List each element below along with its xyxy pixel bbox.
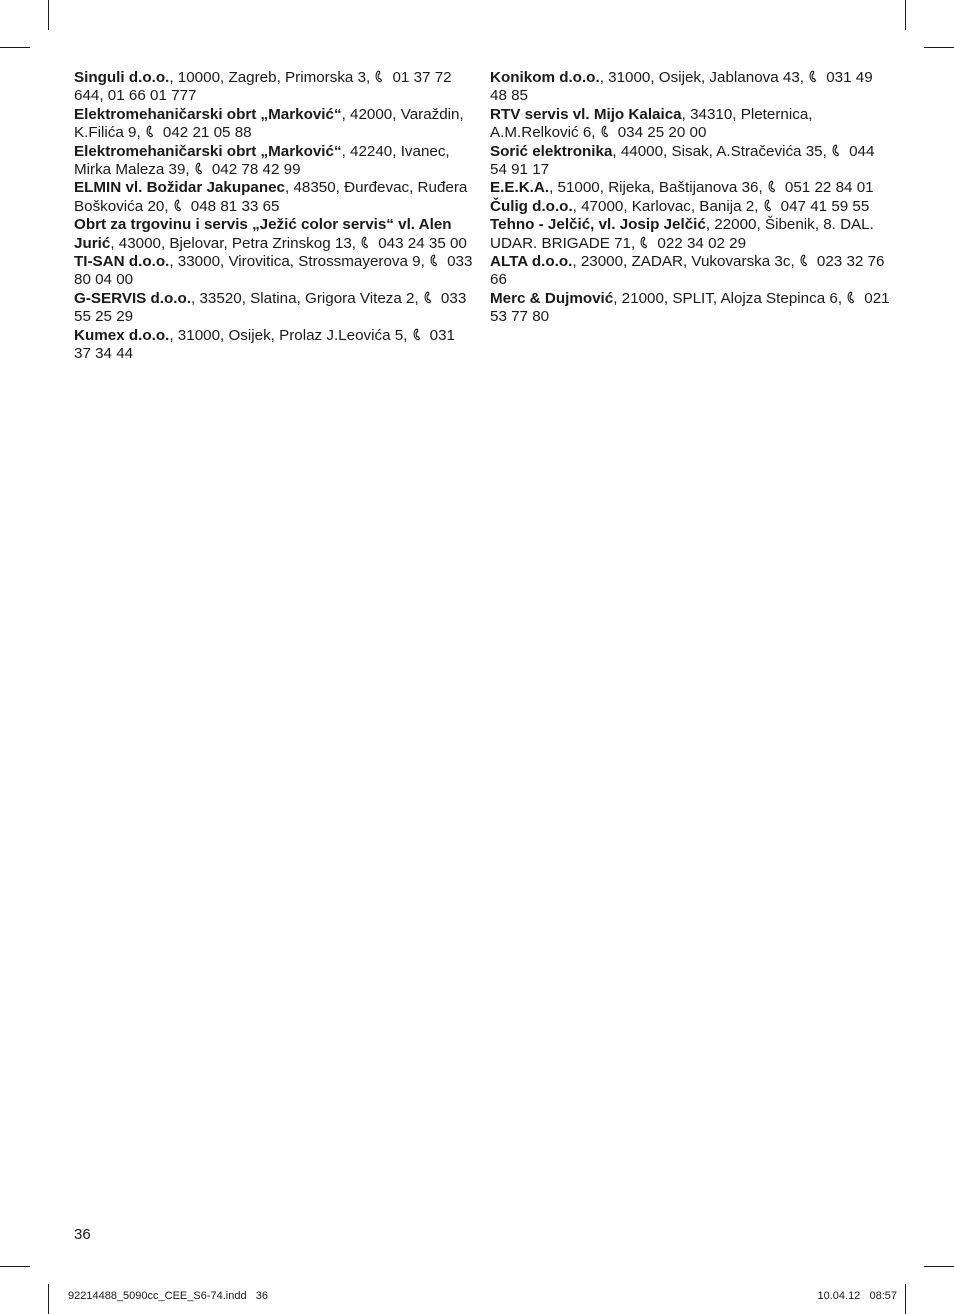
list-item bbox=[74, 216, 474, 253]
service-phone: 033 55 25 29 bbox=[74, 289, 467, 326]
crop-mark-bottom-right-h bbox=[924, 1266, 954, 1267]
service-name: ALTA d.o.o. bbox=[490, 253, 573, 271]
phone-icon bbox=[846, 291, 859, 304]
service-name: Tehno - Jelčić bbox=[490, 216, 591, 234]
service-name: Elektromehaničarski obrt „Marković“ bbox=[74, 105, 342, 123]
service-phone: 044 54 91 17 bbox=[490, 142, 875, 179]
phone-icon bbox=[429, 254, 442, 267]
service-address: , 22000, Šibenik, 8. DAL. UDAR. BRIGADE 71, bbox=[490, 216, 874, 252]
service-phone: 01 37 72 644, 01 66 01 777 bbox=[74, 69, 452, 105]
list-item bbox=[74, 143, 474, 180]
phone-icon bbox=[423, 291, 436, 304]
service-phone: 042 21 05 88 bbox=[162, 124, 252, 142]
phone-icon bbox=[173, 199, 186, 212]
service-name: Sorić elektronika bbox=[490, 142, 613, 160]
right-column bbox=[490, 69, 890, 327]
crop-mark-bottom-left-h bbox=[0, 1266, 30, 1267]
service-phone: 043 24 35 00 bbox=[378, 234, 467, 252]
crop-mark-bottom-right bbox=[905, 1284, 906, 1314]
list-item bbox=[74, 69, 474, 106]
service-phone: 031 37 34 44 bbox=[74, 326, 455, 363]
service-phone: 023 32 76 66 bbox=[490, 253, 885, 289]
service-address: , 34310, Pleternica, A.M.Relković 6, bbox=[490, 105, 813, 142]
list-item bbox=[490, 253, 890, 290]
service-name: Kumex d.o.o. bbox=[74, 326, 170, 344]
phone-icon bbox=[600, 125, 613, 138]
crop-mark-top-left bbox=[48, 0, 49, 30]
service-phone: 042 78 42 99 bbox=[211, 161, 301, 179]
list-item bbox=[490, 290, 890, 327]
service-address: , 33000, Virovitica, Strossmayerova 9, bbox=[169, 253, 430, 271]
service-address: , 44000, Sisak, A.Stračevića 35, bbox=[612, 142, 832, 160]
service-name: Čulig d.o.o. bbox=[490, 197, 573, 215]
service-phone: 021 53 77 80 bbox=[490, 289, 890, 326]
left-column bbox=[74, 69, 474, 364]
crop-mark-top-left-h bbox=[0, 47, 30, 48]
print-slug-file: 92214488_5090cc_CEE_S6-74.indd 36 bbox=[68, 1290, 268, 1302]
service-name: ELMIN vl. Božidar Jakupanec bbox=[74, 179, 285, 197]
phone-icon bbox=[799, 254, 812, 267]
list-item bbox=[490, 106, 890, 143]
phone-icon bbox=[374, 70, 387, 83]
list-item bbox=[490, 143, 890, 180]
service-address: , 31000, Osijek, Jablanova 43, bbox=[599, 69, 809, 86]
list-item bbox=[490, 179, 890, 197]
service-name: Obrt za trgovinu i servis „Ježić color servis“ vl. Alen Jurić bbox=[74, 216, 452, 252]
service-phone: 031 49 48 85 bbox=[490, 69, 873, 105]
service-name: E.E.K.A. bbox=[490, 179, 550, 197]
list-item bbox=[490, 69, 890, 106]
service-name: Konikom d.o.o. bbox=[490, 69, 600, 86]
service-phone: 034 25 20 00 bbox=[617, 124, 707, 142]
service-phone: 047 41 59 55 bbox=[780, 197, 870, 215]
service-address: , 10000, Zagreb, Primorska 3, bbox=[169, 69, 375, 86]
phone-icon bbox=[145, 125, 158, 138]
page-number: 36 bbox=[74, 1226, 91, 1243]
phone-icon bbox=[194, 162, 207, 175]
service-address: , 33520, Slatina, Grigora Viteza 2, bbox=[191, 289, 423, 307]
crop-mark-top-right-h bbox=[924, 47, 954, 48]
service-address: , 51000, Rijeka, Baštijanova 36, bbox=[549, 179, 767, 197]
phone-icon bbox=[412, 328, 425, 341]
list-item bbox=[74, 179, 474, 216]
list-item bbox=[74, 106, 474, 143]
service-name: TI-SAN d.o.o. bbox=[74, 253, 170, 271]
service-phone: 033 80 04 00 bbox=[74, 253, 473, 289]
list-item bbox=[74, 327, 474, 364]
phone-icon bbox=[639, 236, 652, 249]
service-address: , 43000, Bjelovar, Petra Zrinskog 13, bbox=[110, 234, 361, 252]
service-address: , 42240, Ivanec, Mirka Maleza 39, bbox=[74, 142, 450, 179]
phone-icon bbox=[763, 199, 776, 212]
crop-mark-top-right bbox=[905, 0, 906, 30]
service-name: Singuli d.o.o. bbox=[74, 69, 170, 86]
service-name: Merc & Dujmović bbox=[490, 289, 614, 307]
phone-icon bbox=[767, 180, 780, 193]
service-address: , 21000, SPLIT, Alojza Stepinca 6, bbox=[613, 289, 847, 307]
list-item bbox=[490, 198, 890, 216]
service-phone: 022 34 02 29 bbox=[657, 234, 747, 252]
service-address: , 23000, ZADAR, Vukovarska 3c, bbox=[572, 253, 799, 271]
service-name: RTV servis vl. Mijo Kalaica bbox=[490, 105, 682, 123]
service-address: , 48350, Đurđevac, Ruđera Boškovića 20, bbox=[74, 179, 468, 215]
service-phone: 048 81 33 65 bbox=[190, 197, 280, 215]
service-address: , 42000, Varaždin, K.Filića 9, bbox=[74, 105, 464, 142]
list-item bbox=[74, 253, 474, 290]
list-item bbox=[74, 290, 474, 327]
service-phone: 051 22 84 01 bbox=[784, 179, 874, 197]
crop-mark-bottom-left bbox=[48, 1284, 49, 1314]
phone-icon bbox=[360, 236, 373, 249]
list-item bbox=[490, 216, 890, 253]
phone-icon bbox=[808, 70, 821, 83]
phone-icon bbox=[831, 144, 844, 157]
service-owner: , vl. Josip Jelčić bbox=[590, 216, 706, 234]
service-address: , 31000, Osijek, Prolaz J.Leovića 5, bbox=[169, 326, 412, 344]
service-name: Elektromehaničarski obrt „Marković“ bbox=[74, 142, 342, 160]
service-address: , 47000, Karlovac, Banija 2, bbox=[572, 197, 763, 215]
service-name: G-SERVIS d.o.o. bbox=[74, 289, 192, 307]
print-slug-date: 10.04.12 08:57 bbox=[817, 1290, 897, 1302]
